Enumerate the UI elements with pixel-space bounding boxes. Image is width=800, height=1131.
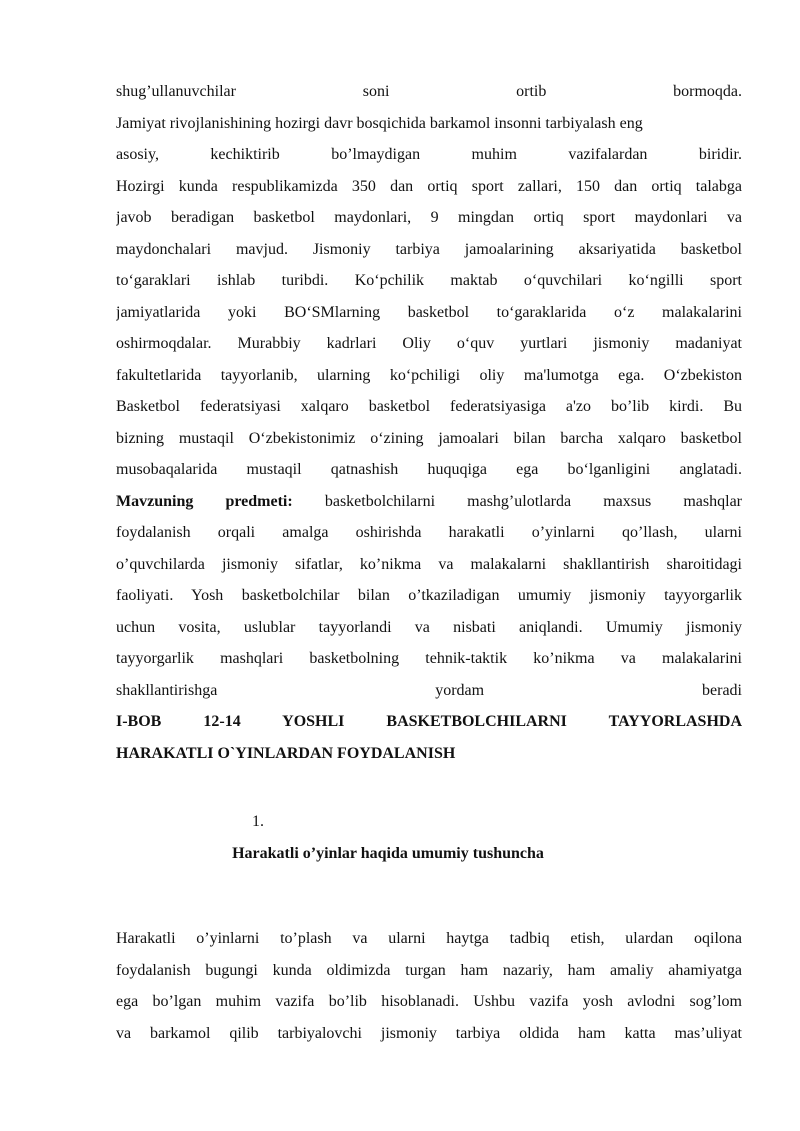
body-line: musobaqalarida mustaqil qatnashish huquqiga ega bo‘lganligini anglatadi. bbox=[116, 461, 742, 478]
body-line: shakllantirishga yordam beradi bbox=[116, 681, 742, 699]
body-line: tayyorgarlik mashqlari basketbolning tehnik-taktik ko’nikma va malakalarini bbox=[116, 650, 742, 667]
body-line: shug’ullanuvchilar soni ortib bormoqda. bbox=[116, 83, 742, 100]
body-line: oshirmoqdalar. Murabbiy kadrlari Oliy o‘quv yurtlari jismoniy madaniyat bbox=[116, 335, 742, 352]
subject-text: basketbolchilarni mashg’ulotlarda maxsus mashqlar bbox=[292, 492, 742, 510]
section-body bbox=[116, 923, 742, 1049]
body-line: foydalanish orqali amalga oshirishda harakatli o’yinlarni qo’llash, ularni bbox=[116, 524, 742, 541]
chapter-heading: I-BOB 12-14 YOSHLI BASKETBOLCHILARNI TAYYORLASHDA bbox=[116, 713, 742, 730]
body-line: to‘garaklari ishlab turibdi. Ko‘pchilik maktab o‘quvchilari ko‘ngilli sport bbox=[116, 272, 742, 289]
section-line: ega bo’lgan muhim vazifa bo’lib hisoblanadi. Ushbu vazifa yosh avlodni sog’lom bbox=[116, 993, 742, 1010]
section-line: Harakatli o’yinlarni to’plash va ularni haytga tadbiq etish, ulardan oqilona bbox=[116, 930, 742, 947]
body-line: bizning mustaqil O‘zbekistonimiz o‘zining jamoalari bilan barcha xalqaro basketbol bbox=[116, 429, 742, 447]
body-line: jamiyatlarida yoki BO‘SMlarning basketbol to‘garaklarida o‘z malakalarini bbox=[116, 303, 742, 321]
section-line: foydalanish bugungi kunda oldimizda turgan ham nazariy, ham amaliy ahamiyatga bbox=[116, 961, 742, 979]
section-title: Harakatli o’yinlar haqida umumiy tushuncha bbox=[232, 845, 544, 862]
body-line: uchun vosita, uslublar tayyorlandi va nisbati aniqlandi. Umumiy jismoniy bbox=[116, 618, 742, 636]
body-line: o’quvchilarda jismoniy sifatlar, ko’nikma va malakalarni shakllantirish sharoitidagi bbox=[116, 555, 742, 573]
body-line: maydonchalari mavjud. Jismoniy tarbiya jamoalarining aksariyatida basketbol bbox=[116, 240, 742, 258]
document-body bbox=[116, 76, 742, 769]
body-line: faoliyati. Yosh basketbolchilar bilan o’tkaziladigan umumiy jismoniy tayyorgarlik bbox=[116, 587, 742, 604]
body-line: asosiy, kechiktirib bo’lmaydigan muhim vazifalardan biridir. bbox=[116, 146, 742, 163]
body-line: Hozirgi kunda respublikamizda 350 dan ortiq sport zallari, 150 dan ortiq talabga bbox=[116, 177, 742, 195]
section-line: va barkamol qilib tarbiyalovchi jismoniy tarbiya oldida ham katta mas’uliyat bbox=[116, 1024, 742, 1042]
body-line: javob beradigan basketbol maydonlari, 9 mingdan ortiq sport maydonlari va bbox=[116, 209, 742, 226]
chapter-heading-line2: HARAKATLI O`YINLARDAN FOYDALANISH bbox=[116, 744, 456, 762]
section-number: 1. bbox=[252, 813, 264, 830]
subject-label: Mavzuning predmeti: bbox=[116, 492, 293, 510]
body-line: fakultetlarida tayyorlanib, ularning ko‘pchiligi oliy ma'lumotga ega. O‘zbekiston bbox=[116, 366, 742, 384]
subject-line bbox=[116, 486, 742, 518]
body-line: Basketbol federatsiyasi xalqaro basketbol federatsiyasiga a'zo bo’lib kirdi. Bu bbox=[116, 398, 742, 415]
body-line: Jamiyat rivojlanishining hozirgi davr bosqichida barkamol insonni tarbiyalash eng bbox=[116, 114, 643, 132]
